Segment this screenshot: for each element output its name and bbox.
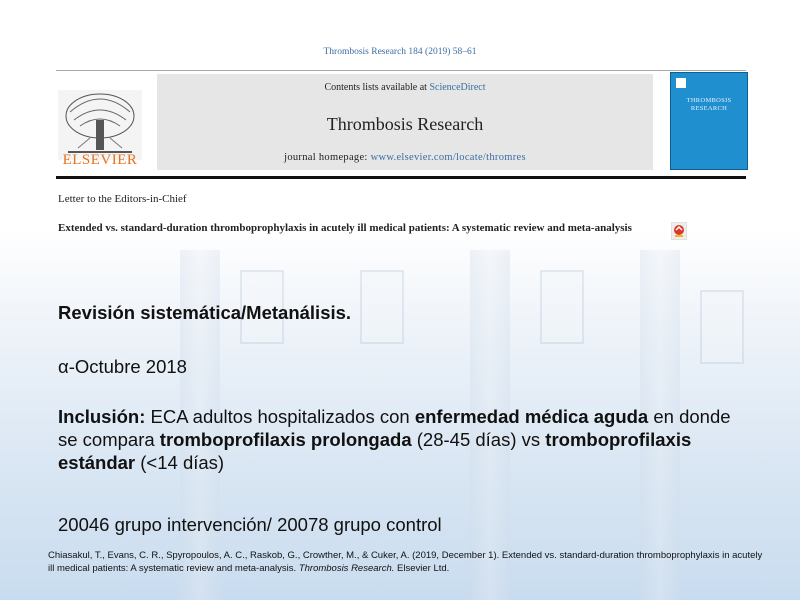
crossmark-icon[interactable] bbox=[671, 222, 687, 240]
journal-banner bbox=[157, 74, 653, 170]
date-line: α-Octubre 2018 bbox=[58, 356, 187, 377]
divider bbox=[56, 70, 746, 71]
journal-cover bbox=[670, 72, 748, 170]
article-title: Extended vs. standard-duration thromboprophylaxis in acutely ill medical patients: A systematic review and meta-analysis bbox=[58, 222, 632, 234]
divider-thick bbox=[56, 176, 746, 179]
section-label: Letter to the Editors-in-Chief bbox=[58, 193, 187, 205]
inclusion-paragraph: Inclusión: ECA adultos hospitalizados con enfermedad médica aguda en donde se compara tromboprofilaxis prolongada (28-45 días) vs tromboprofilaxis estándar (<14 días) bbox=[58, 406, 731, 473]
homepage-line: journal homepage: www.elsevier.com/locate/thromres bbox=[284, 152, 526, 163]
inclusion-label: Inclusión: bbox=[58, 406, 146, 427]
reference-journal: Thrombosis Research. bbox=[298, 563, 395, 574]
slide-heading: Revisión sistemática/Metanálisis. bbox=[58, 302, 352, 323]
journal-citation: Thrombosis Research 184 (2019) 58–61 bbox=[323, 47, 477, 57]
cover-logo-icon bbox=[676, 78, 686, 88]
reference-citation: Chiasakul, T., Evans, C. R., Spyropoulos, A. C., Raskob, G., Crowther, M., & Cuker, A. (2019, December 1). Extended vs. standard-duration thromboprophylaxis in acutely ill medical patients: A systematic review and meta-analysis. Thrombosis Research. Elsevier Ltd. bbox=[48, 550, 763, 574]
journal-title: Thrombosis Research bbox=[326, 114, 484, 134]
article-header-clipping bbox=[0, 0, 800, 262]
contents-line: Contents lists available at ScienceDirect bbox=[324, 82, 486, 93]
sciencedirect-link[interactable]: ScienceDirect bbox=[429, 82, 486, 93]
cover-title: THROMBOSIS RESEARCH bbox=[686, 97, 732, 112]
elsevier-wordmark: ELSEVIER bbox=[62, 152, 138, 168]
groups-line: 20046 grupo intervención/ 20078 grupo control bbox=[58, 514, 442, 535]
homepage-link[interactable]: www.elsevier.com/locate/thromres bbox=[370, 152, 526, 163]
